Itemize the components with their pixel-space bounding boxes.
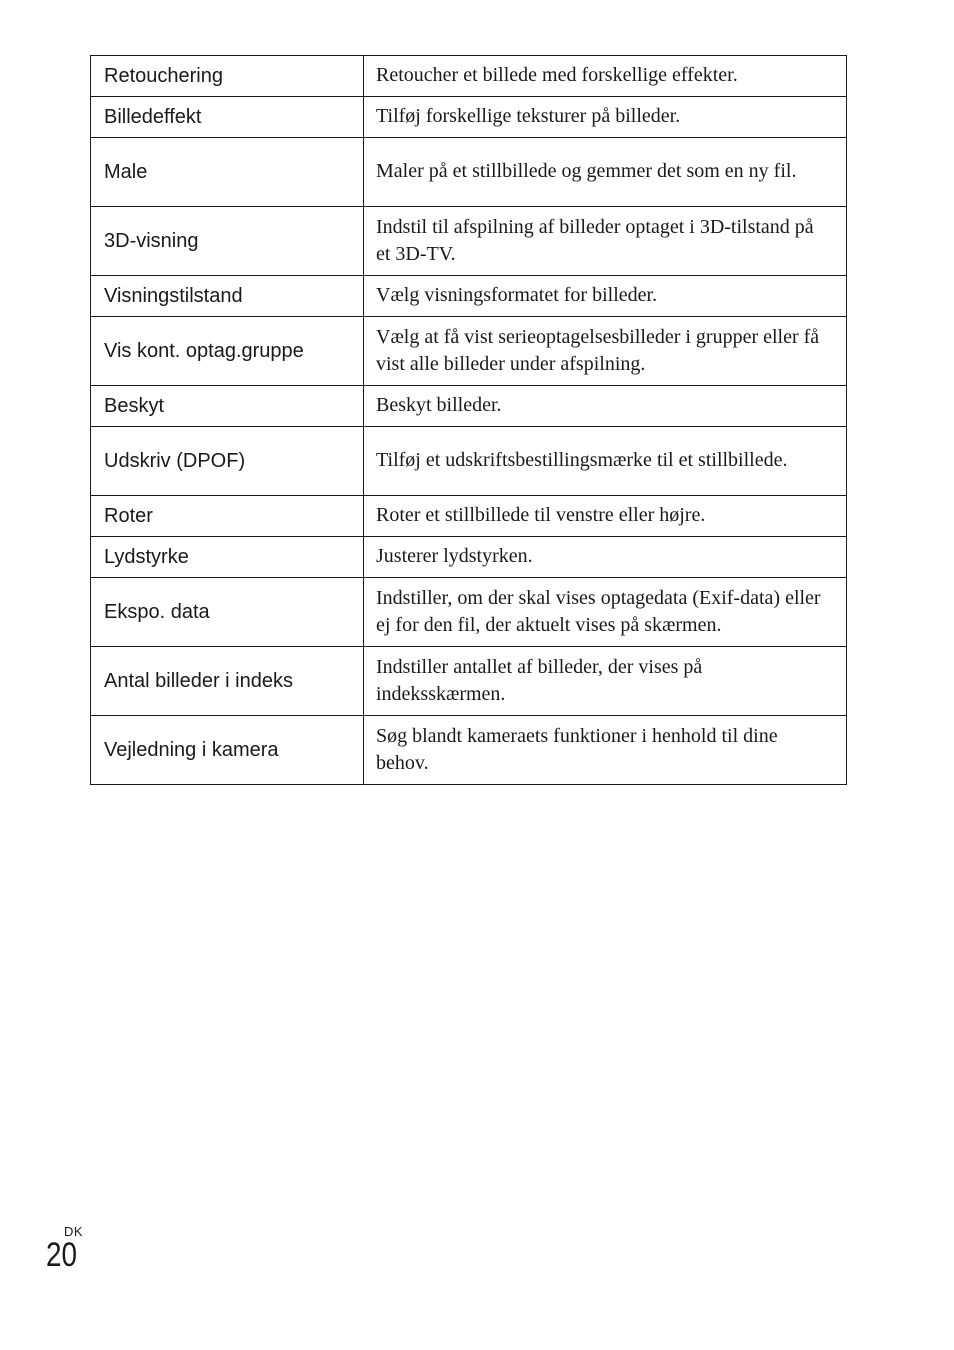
menu-item-description: Vælg visningsformatet for billeder. — [364, 276, 847, 317]
menu-item-description: Indstil til afspilning af billeder optaget i 3D-tilstand på et 3D-TV. — [364, 207, 847, 276]
page-number: 20 — [46, 1236, 78, 1274]
menu-item-description: Vælg at få vist serieoptagelsesbilleder i grupper eller få vist alle billeder under afspilning. — [364, 317, 847, 386]
page-footer — [46, 1222, 106, 1282]
menu-item-description: Indstiller, om der skal vises optagedata (Exif-data) eller ej for den fil, der aktuelt vises på skærmen. — [364, 578, 847, 647]
menu-item-name: Udskriv (DPOF) — [91, 427, 364, 496]
menu-item-name: Ekspo. data — [91, 578, 364, 647]
table-row — [91, 647, 847, 716]
table-row — [91, 97, 847, 138]
menu-item-name: Antal billeder i indeks — [91, 647, 364, 716]
table-row — [91, 578, 847, 647]
menu-item-description: Indstiller antallet af billeder, der vises på indeksskærmen. — [364, 647, 847, 716]
menu-item-name: Visningstilstand — [91, 276, 364, 317]
menu-item-description: Tilføj forskellige teksturer på billeder. — [364, 97, 847, 138]
menu-item-description: Tilføj et udskriftsbestillingsmærke til et stillbillede. — [364, 427, 847, 496]
table-row — [91, 427, 847, 496]
menu-item-name: Male — [91, 138, 364, 207]
menu-item-description: Justerer lydstyrken. — [364, 537, 847, 578]
playback-menu-table — [90, 55, 847, 785]
table-row — [91, 537, 847, 578]
table-row — [91, 716, 847, 785]
menu-item-name: 3D-visning — [91, 207, 364, 276]
menu-item-description: Maler på et stillbillede og gemmer det som en ny fil. — [364, 138, 847, 207]
menu-item-description: Roter et stillbillede til venstre eller højre. — [364, 496, 847, 537]
menu-item-name: Lydstyrke — [91, 537, 364, 578]
table-row — [91, 317, 847, 386]
language-code: DK — [64, 1224, 84, 1239]
menu-item-description: Søg blandt kameraets funktioner i henhold til dine behov. — [364, 716, 847, 785]
menu-item-description: Beskyt billeder. — [364, 386, 847, 427]
menu-item-description: Retoucher et billede med forskellige effekter. — [364, 56, 847, 97]
table-row — [91, 56, 847, 97]
table-row — [91, 386, 847, 427]
table-row — [91, 276, 847, 317]
table-row — [91, 207, 847, 276]
table-row — [91, 496, 847, 537]
menu-item-name: Billedeffekt — [91, 97, 364, 138]
menu-item-name: Roter — [91, 496, 364, 537]
menu-item-name: Vejledning i kamera — [91, 716, 364, 785]
menu-item-name: Retouchering — [91, 56, 364, 97]
menu-item-name: Beskyt — [91, 386, 364, 427]
table-row — [91, 138, 847, 207]
menu-item-name: Vis kont. optag.gruppe — [91, 317, 364, 386]
